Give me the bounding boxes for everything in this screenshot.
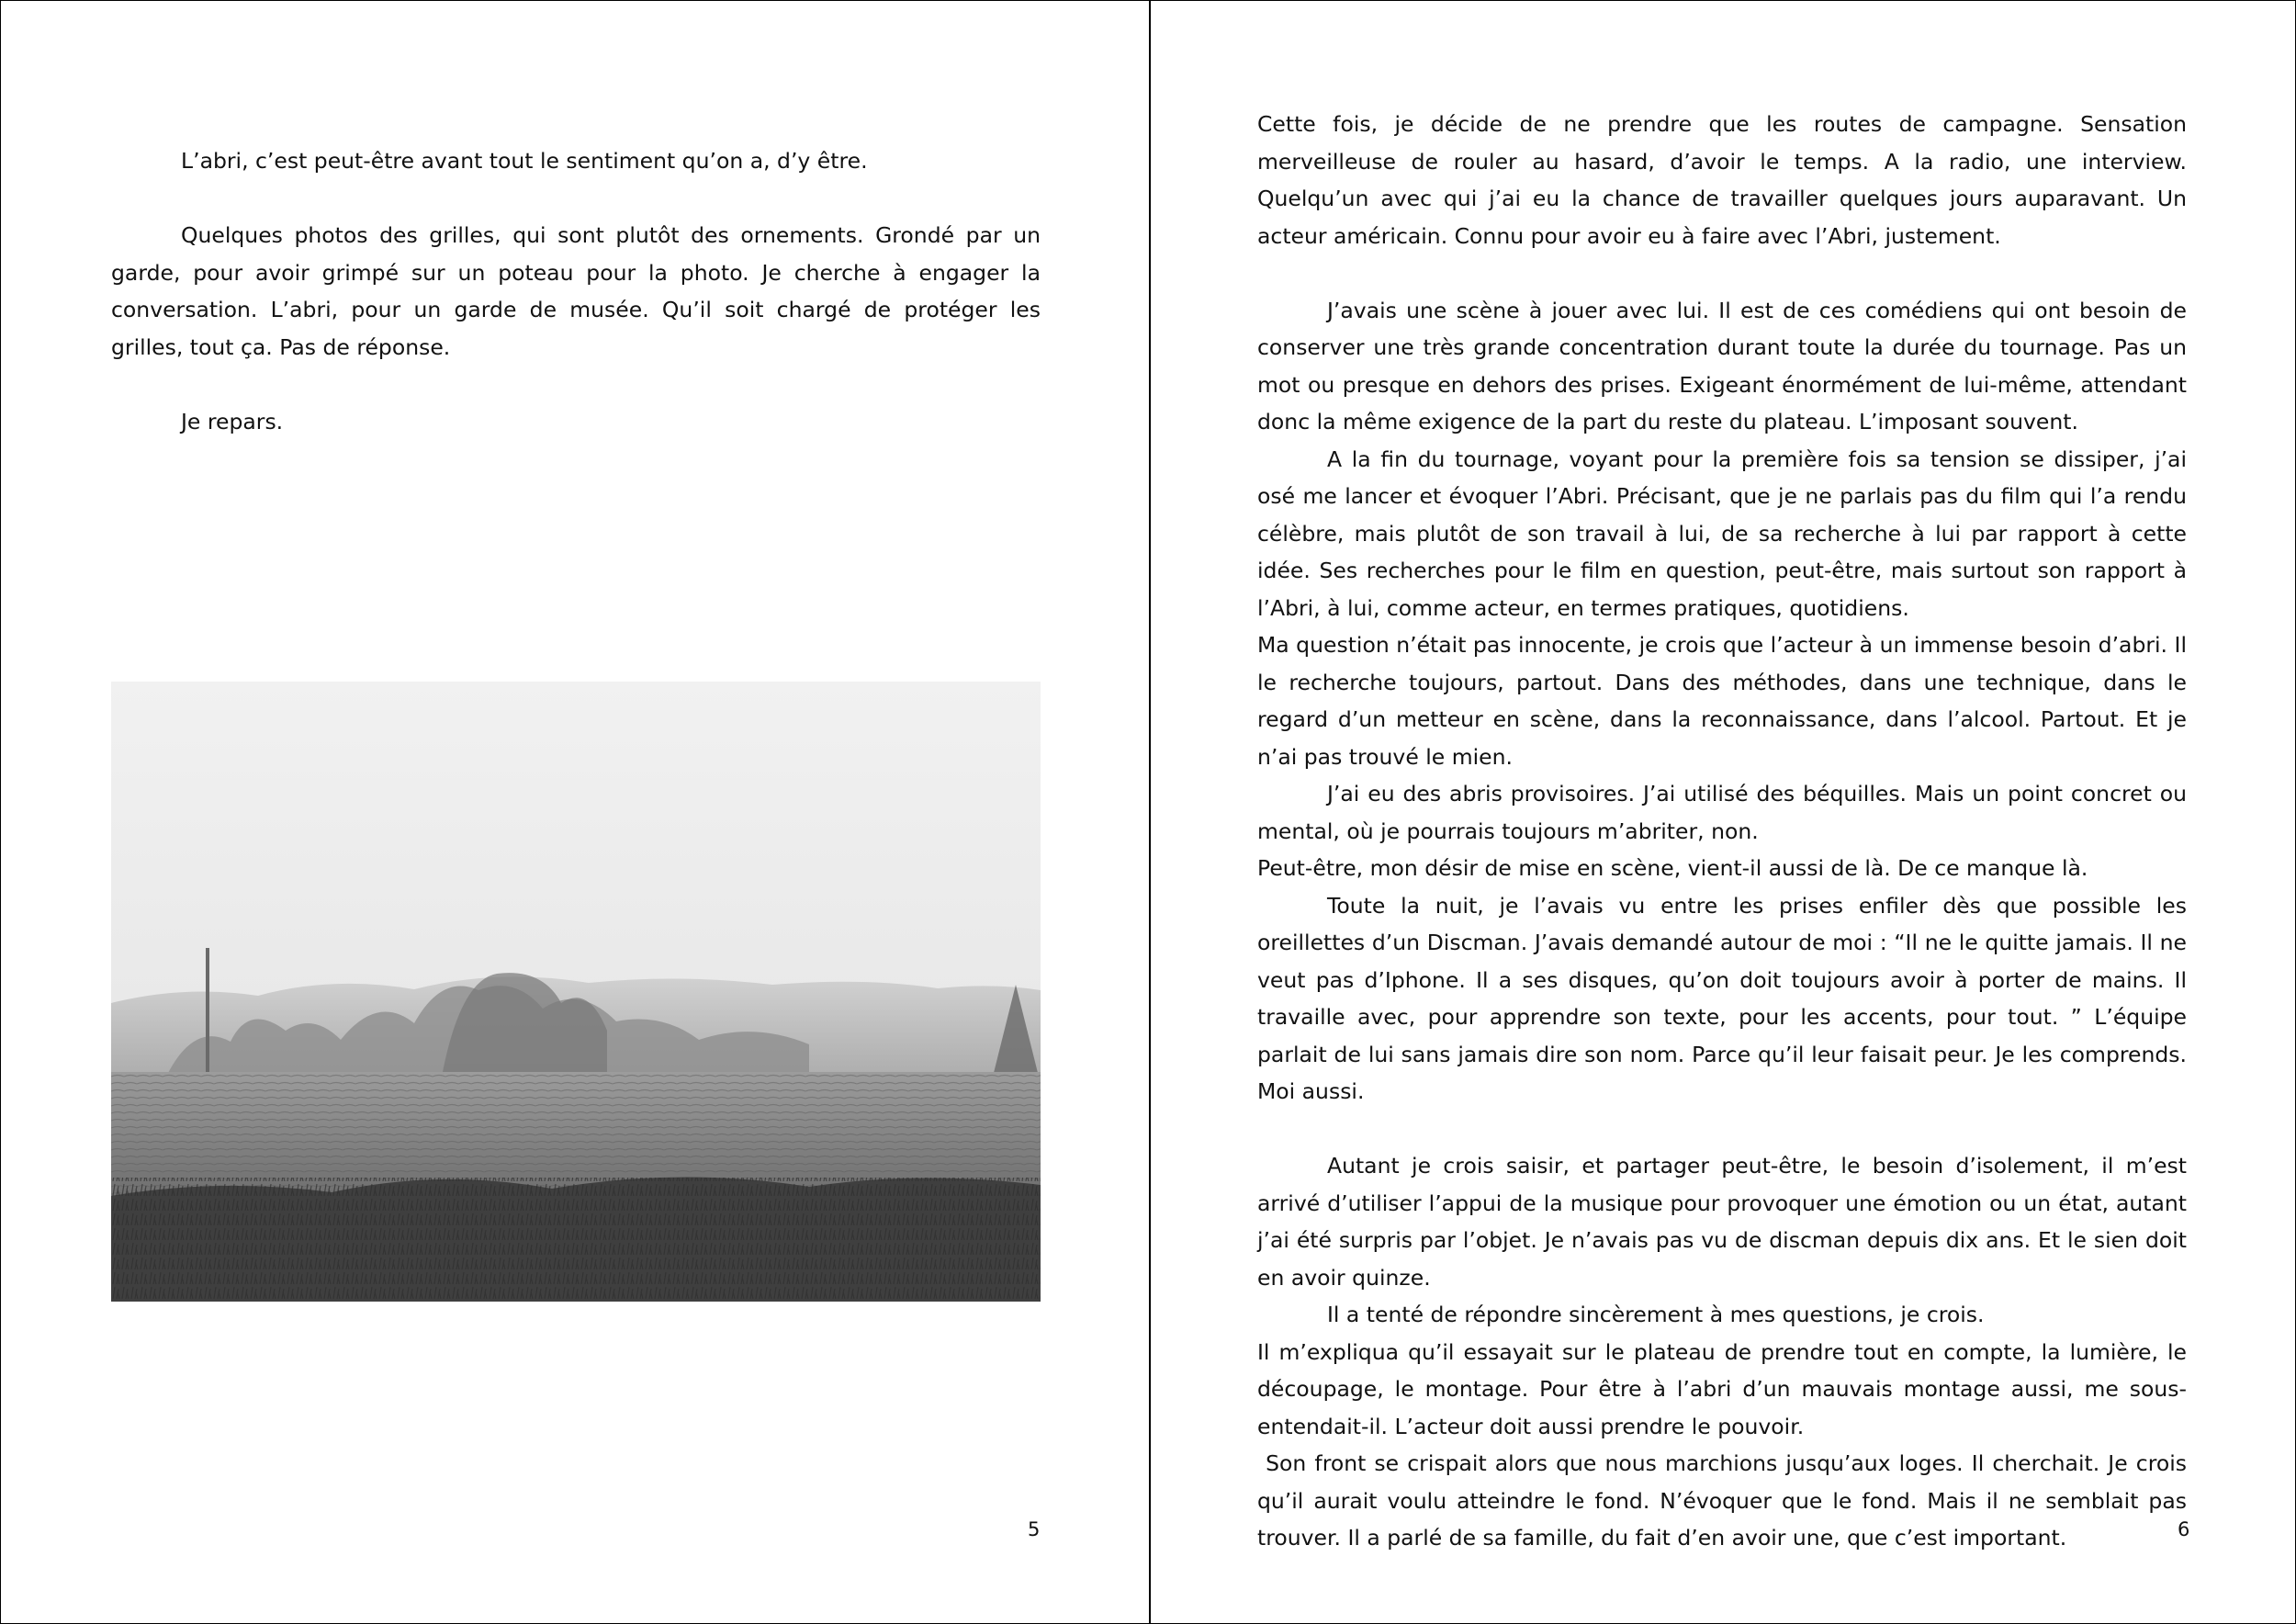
left-page-text [111, 142, 1041, 440]
foggy-field-photo [111, 682, 1041, 1302]
page-number: 6 [2178, 1518, 2190, 1540]
paragraph: Peut-être, mon désir de mise en scène, vient-il aussi de là. De ce manque là. [1257, 855, 2088, 881]
paragraph: Autant je crois saisir, et partager peut-être, le besoin d’isolement, il m’est arrivé d’utiliser l’appui de la musique pour provoquer une émotion ou un état, autant j’ai été surpris par l’objet. Je n’avais pas vu de discman depuis dix ans. Et le sien doit en avoir quinze. [1257, 1153, 2187, 1291]
left-page [1, 1, 1149, 1623]
page-number: 5 [1028, 1518, 1041, 1540]
paragraph: Toute la nuit, je l’avais vu entre les prises enfiler dès que possible les oreillettes d’un Discman. J’avais demandé autour de moi : “Il ne le quitte jamais. Il ne veut pas d’Iphone. Il a ses disques, qu’on doit toujours avoir à porter de mains. Il travaille avec, pour apprendre son texte, pour les accents, pour tout. ” L’équipe parlait de lui sans jamais dire son nom. Parce qu’il leur faisait peur. Je les comprends. Moi aussi. [1257, 892, 2187, 1104]
paragraph: A la fin du tournage, voyant pour la première fois sa tension se dissiper, j’ai osé me lancer et évoquer l’Abri. Précisant, que je ne parlais pas du film qui l’a rendu célèbre, mais plutôt de son travail à lui, de sa recherche à lui par rapport à cette idée. Ses recherches pour le film en question, peut-être, mais surtout son rapport à l’Abri, à lui, comme acteur, en termes pratiques, quotidiens. [1257, 445, 2187, 621]
paragraph: Quelques photos des grilles, qui sont plutôt des ornements. Grondé par un garde, pour avoir grimpé sur un poteau pour la photo. Je cherche à engager la conversation. L’abri, pour un garde de musée. Qu’il soit chargé de protéger les grilles, tout ça. Pas de réponse. [111, 222, 1041, 360]
right-page [1151, 1, 2295, 1623]
paragraph: Il m’expliqua qu’il essayait sur le plateau de prendre tout en compte, la lumière, le découpage, le montage. Pour être à l’abri d’un mauvais montage aussi, me sous-entendait-il. L’acteur doit aussi prendre le pouvoir. [1257, 1338, 2187, 1439]
paragraph: J’avais une scène à jouer avec lui. Il est de ces comédiens qui ont besoin de conserver une très grande concentration durant toute la durée du tournage. Pas un mot ou presque en dehors des prises. Exigeant énormément de lui-même, attendant donc la même exigence de la part du reste du plateau. L’imposant souvent. [1257, 297, 2187, 434]
right-page-text [1257, 106, 2194, 1557]
paragraph: Ma question n’était pas innocente, je crois que l’acteur à un immense besoin d’abri. Il le recherche toujours, partout. Dans des méthodes, dans une technique, dans le regard d’un metteur en scène, dans la reconnaissance, dans l’alcool. Partout. Et je n’ai pas trouvé le mien. [1257, 632, 2187, 770]
paragraph: Il a tenté de répondre sincèrement à mes questions, je crois. [1327, 1302, 1985, 1327]
paragraph: L’abri, c’est peut-être avant tout le sentiment qu’on a, d’y être. [181, 148, 868, 174]
paragraph: Cette fois, je décide de ne prendre que les routes de campagne. Sensation merveilleuse de rouler au hasard, d’avoir le temps. A la radio, une interview. Quelqu’un avec qui j’ai eu la chance de travailler quelques jours auparavant. Un acteur américain. Connu pour avoir eu à faire avec l’Abri, justement. [1257, 111, 2187, 249]
paragraph: J’ai eu des abris provisoires. J’ai utilisé des béquilles. Mais un point concret ou mental, où je pourrais toujours m’abriter, non. [1257, 781, 2187, 844]
paragraph: Son front se crispait alors que nous marchions jusqu’aux loges. Il cherchait. Je crois qu’il aurait voulu atteindre le fond. N’évoquer que le fond. Mais il ne semblait pas trouver. Il a parlé de sa famille, du fait d’en avoir une, que c’est important. [1257, 1450, 2194, 1551]
paragraph: Je repars. [181, 408, 284, 434]
